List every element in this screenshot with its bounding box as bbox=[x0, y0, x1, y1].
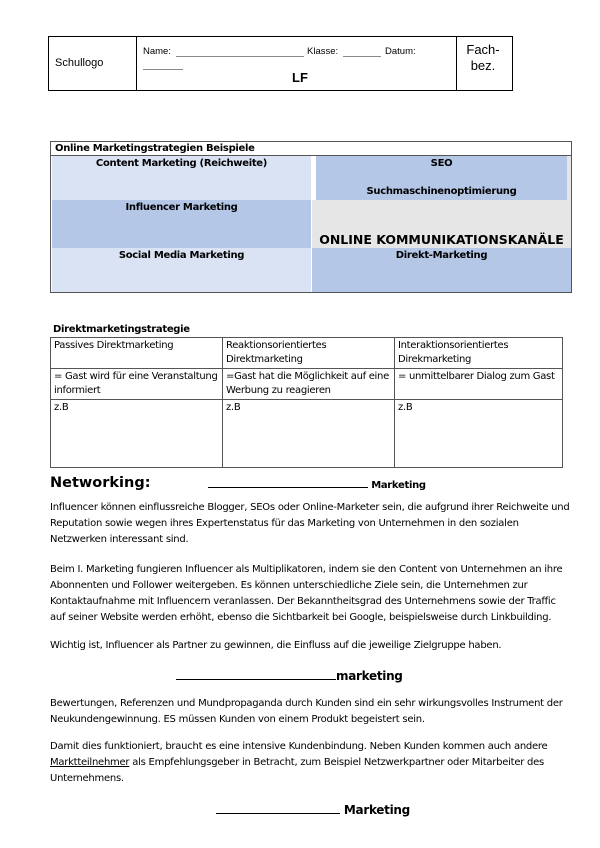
datum-field[interactable] bbox=[143, 60, 183, 70]
networking-blank-line bbox=[208, 478, 426, 491]
paragraph: Beim I. Marketing fungieren Influencer als Multiplikatoren, indem sie den Content von Unternehmen an ihre Abonnenten und Follower weitergeben. Es können unterschiedliche Ziele sein, die Unternehmen zur Kontaktaufnahme mit Influencern veranlassen. Der Bekanntheitsgrad des Unternehmens sowie der Traffic auf seiner Website werden erhöht, ebenso die Sichtbarkeit bei Google, beispielsweise durch Linkbuilding. bbox=[50, 564, 563, 623]
paragraph-text: Damit dies funktioniert, braucht es eine intensive Kundenbindung. Neben Kunden kommen auch andere bbox=[50, 741, 548, 752]
strategies-title: Online Marketingstrategien Beispiele bbox=[55, 143, 255, 154]
marktteilnehmer-link[interactable]: Marktteilnehmer bbox=[50, 757, 130, 768]
worksheet-header bbox=[48, 36, 513, 91]
table-cell: = unmittelbarer Dialog zum Gast bbox=[395, 369, 563, 400]
subject-cell bbox=[456, 37, 512, 90]
cell-content-marketing bbox=[52, 156, 311, 200]
table-cell: Passives Direktmarketing bbox=[51, 338, 223, 369]
subject-label: Fach-bez. bbox=[466, 42, 500, 73]
cell-direkt bbox=[312, 248, 571, 292]
cell-center bbox=[312, 200, 571, 248]
table-row bbox=[51, 369, 563, 400]
paragraph bbox=[50, 739, 570, 787]
center-title: ONLINE KOMMUNIKATIONSKANÄLE bbox=[319, 232, 564, 247]
section2-heading bbox=[176, 668, 403, 683]
seo-edge bbox=[567, 156, 571, 200]
influencer-label: Influencer Marketing bbox=[125, 202, 238, 213]
social-label: Social Media Marketing bbox=[118, 250, 245, 261]
fill-in-blank[interactable] bbox=[216, 802, 340, 814]
name-field[interactable] bbox=[176, 47, 304, 57]
lf-label: LF bbox=[292, 70, 308, 85]
table-cell: Reaktionsorientiertes Direktmarketing bbox=[223, 338, 395, 369]
section3-blank-suffix: Marketing bbox=[343, 803, 410, 817]
table-cell: z.B bbox=[223, 400, 395, 468]
paragraph-text: als Empfehlungsgeber in Betracht, zum Beispiel Netzwerkpartner oder Mitarbeiter des Unternehmens. bbox=[50, 757, 544, 784]
table-row bbox=[51, 400, 563, 468]
name-label: Name: bbox=[143, 46, 171, 57]
table-row bbox=[51, 338, 563, 369]
paragraph: Influencer können einflussreiche Blogger, SEOs oder Online-Marketer sein, die aufgrund ihrer Reichweite und Reputation sowie wegen ihres Expertenstatus für das Marketing von Unternehmen in den sozialen Netzwerken interessant sind. bbox=[50, 502, 570, 545]
klasse-field[interactable] bbox=[343, 47, 381, 57]
table-cell: z.B bbox=[395, 400, 563, 468]
seo-sublabel: Suchmaschinenoptimierung bbox=[366, 186, 517, 197]
paragraph: Wichtig ist, Influencer als Partner zu gewinnen, die Einfluss auf die jeweilige Zielgruppe haben. bbox=[50, 640, 502, 651]
table-cell: Interaktionsorientiertes Direkmarketing bbox=[395, 338, 563, 369]
content-marketing-label: Content Marketing (Reichweite) bbox=[95, 158, 268, 169]
seo-label: SEO bbox=[430, 158, 453, 169]
direkt-label: Direkt-Marketing bbox=[395, 250, 488, 261]
school-logo-placeholder: Schullogo bbox=[55, 57, 104, 69]
cell-influencer-marketing bbox=[52, 200, 311, 248]
fill-in-blank[interactable] bbox=[208, 478, 368, 488]
fill-in-blank[interactable] bbox=[176, 668, 336, 680]
networking-blank-suffix: Marketing bbox=[371, 480, 426, 491]
networking-heading: Networking: bbox=[50, 475, 151, 491]
section2-blank-suffix: marketing bbox=[336, 669, 403, 683]
direktmarketing-title: Direktmarketingstrategie bbox=[53, 324, 190, 335]
klasse-label: Klasse: bbox=[307, 46, 339, 57]
direktmarketing-table bbox=[50, 337, 563, 468]
section3-heading bbox=[216, 802, 410, 817]
logo-cell bbox=[49, 37, 137, 90]
cell-social-media bbox=[52, 248, 311, 292]
table-cell: = Gast wird für eine Veranstaltung informiert bbox=[51, 369, 223, 400]
datum-label: Datum: bbox=[385, 46, 416, 57]
marketing-strategies-table bbox=[50, 141, 572, 293]
table-cell: =Gast hat die Möglichkeit auf eine Werbung zu reagieren bbox=[223, 369, 395, 400]
paragraph: Bewertungen, Referenzen und Mundpropaganda durch Kunden sind ein sehr wirkungsvolles Instrument der Neukundengewinnung. ES müssen Kunden von einem Produkt begeistert sein. bbox=[50, 698, 563, 725]
table-cell: z.B bbox=[51, 400, 223, 468]
cell-seo bbox=[316, 156, 567, 200]
